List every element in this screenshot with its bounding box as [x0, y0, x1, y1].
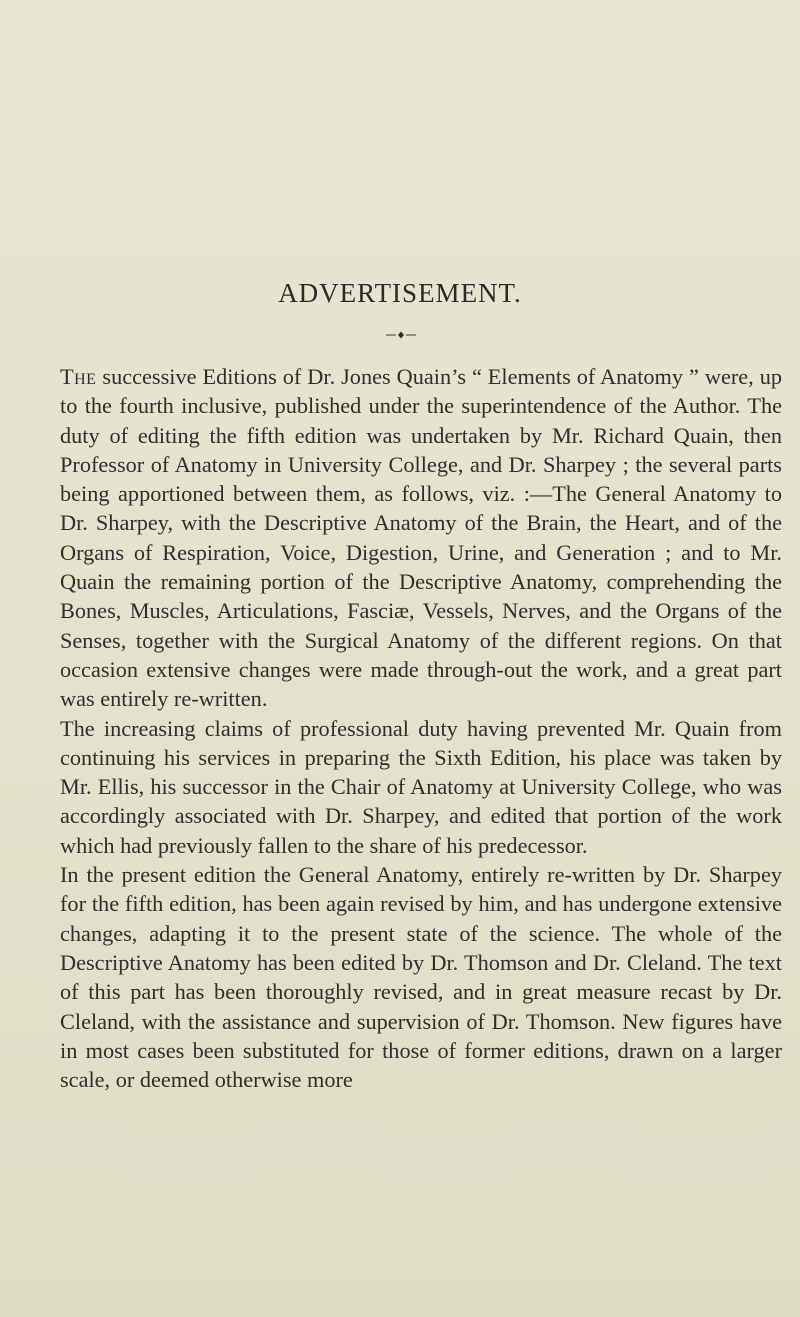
advertisement-body [60, 362, 782, 1094]
dash-diamond-dash-icon [385, 330, 417, 340]
paragraph-2 [60, 714, 782, 860]
paragraph-text: successive Editions of Dr. Jones Quain’s “ Elements of Anatomy ” were, up to the fourth inclusive, published under the superintendence of the Author. The duty of editing the fifth edition was undertaken by Mr. Richard Quain, then Professor of Anatomy in University College, and Dr. Sharpey ; the several parts being apportioned between them, as follows, viz. :—The General Anatomy to Dr. Sharpey, with the Descriptive Anatomy of the Brain, the Heart, and of the Organs of Respiration, Voice, Digestion, Urine, and Generation ; and to Mr. Quain the remaining portion of the Descriptive Anatomy, comprehending the Bones, Muscles, Articulations, Fasciæ, Vessels, Nerves, and the Organs of the Senses, together with the Surgical Anatomy of the different regions. On that occasion extensive changes were made through-out the work, and a great part was entirely re-written. [60, 364, 782, 712]
page-heading: ADVERTISEMENT. [278, 278, 522, 308]
paragraph-text: In the present edition the General Anatomy, entirely re-written by Dr. Sharpey for the fifth edition, has been again revised by him, and has undergone extensive changes, adapting it to the present state of the science. The whole of the Descriptive Anatomy has been edited by Dr. Thomson and Dr. Cleland. The text of this part has been thoroughly revised, and in great measure recast by Dr. Cleland, with the assistance and supervision of Dr. Thomson. New figures have in most cases been substituted for those of former editions, drawn on a larger scale, or deemed otherwise more [60, 862, 782, 1093]
paragraph-1 [60, 362, 782, 714]
paragraph-text: The increasing claims of professional duty having prevented Mr. Quain from continuing his services in preparing the Sixth Edition, his place was taken by Mr. Ellis, his successor in the Chair of Anatomy at University College, who was accordingly associated with Dr. Sharpey, and edited that portion of the work which had previously fallen to the share of his predecessor. [60, 715, 782, 858]
paragraph-3 [60, 860, 782, 1094]
paragraph-lead-word: The [60, 364, 97, 389]
